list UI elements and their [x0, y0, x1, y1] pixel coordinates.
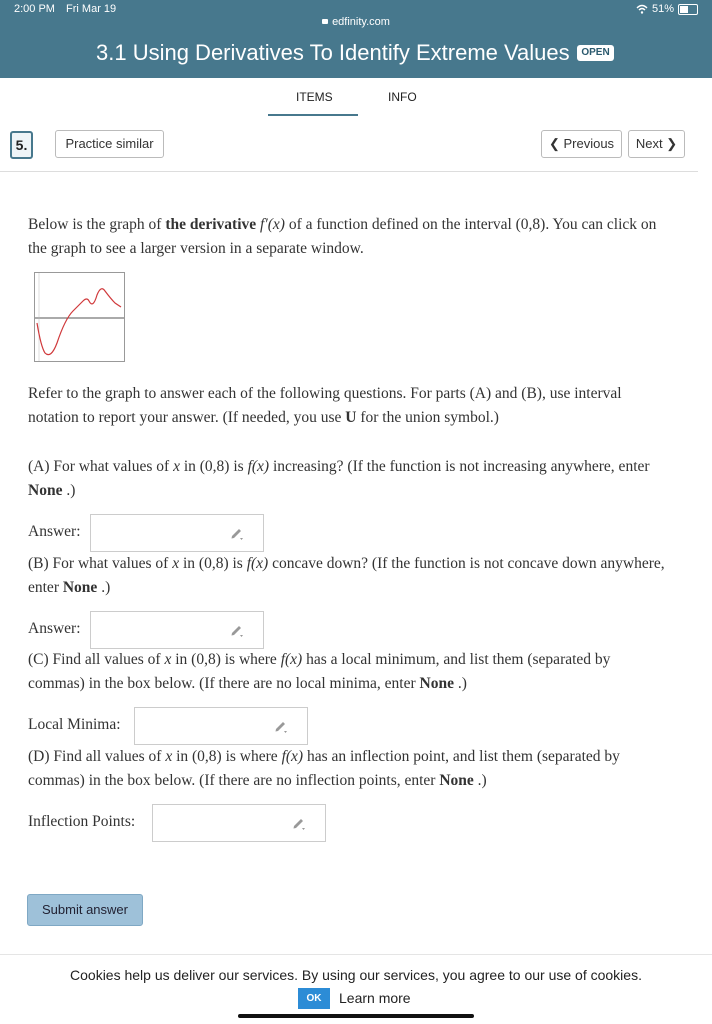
submit-answer-button[interactable]: Submit answer [27, 894, 143, 926]
derivative-graph [35, 273, 124, 361]
home-indicator[interactable] [238, 1014, 474, 1018]
pencil-icon[interactable] [291, 815, 307, 831]
tab-bar [268, 88, 448, 116]
status-date: Fri Mar 19 [66, 3, 117, 15]
qd-f: f(x) [281, 748, 304, 765]
page-title: 3.1 Using Derivatives To Identify Extreme Values [96, 40, 570, 65]
top-bar [0, 0, 712, 78]
qc-text-d: .) [453, 675, 467, 692]
open-badge: OPEN [577, 45, 614, 61]
battery-percent: 51% [651, 3, 674, 15]
tab-info[interactable]: INFO [388, 90, 417, 104]
inflection-points-input[interactable] [152, 804, 326, 842]
qa-text-a: (A) For what values of [28, 458, 174, 475]
qb-x: x [172, 555, 180, 572]
divider [0, 171, 698, 172]
qd-text-c: has an inflection point, and list them (separated by commas) in the box below. (If there are no inflection points, enter [28, 748, 620, 789]
next-label: Next [635, 136, 663, 151]
qd-x: x [165, 748, 173, 765]
qc-text-c: has a local minimum, and list them (separated by commas) in the box below. (If there are no local minima, enter [28, 651, 611, 692]
next-button[interactable] [628, 130, 685, 158]
status-time: 2:00 PM [14, 3, 55, 15]
active-tab-indicator [268, 114, 358, 116]
chevron-left-icon: ❮ [548, 136, 560, 151]
qc-none: None [419, 675, 454, 692]
qb-f: f(x) [246, 555, 269, 572]
practice-similar-button[interactable]: Practice similar [55, 130, 164, 158]
qd-text-d: .) [473, 772, 487, 789]
qa-none: None [28, 482, 63, 499]
learn-more-link[interactable]: Learn more [339, 990, 411, 1006]
qb-text-c: concave down? (If the function is not concave down anywhere, enter [28, 555, 665, 596]
intro-bold: the derivative [165, 216, 257, 233]
question-a [28, 455, 668, 503]
qb-text-d: .) [97, 579, 111, 596]
cookie-message: Cookies help us deliver our services. By using our services, you agree to our use of cookies. [70, 967, 642, 983]
question-number: 5. [10, 131, 33, 159]
chevron-right-icon: ❯ [666, 136, 678, 151]
inflection-points-label: Inflection Points: [28, 813, 136, 830]
qc-f: f(x) [280, 651, 303, 668]
pencil-icon[interactable] [273, 718, 289, 734]
previous-button[interactable] [541, 130, 622, 158]
refer-text-b: for the union symbol.) [356, 409, 499, 426]
intro-text-a: Below is the graph of [28, 216, 166, 233]
answer-b-input[interactable] [90, 611, 264, 649]
local-minima-label: Local Minima: [28, 716, 121, 733]
battery-icon [678, 4, 698, 15]
qd-text-a: (D) Find all values of [28, 748, 166, 765]
refer-union: U [345, 409, 357, 426]
question-b [28, 552, 668, 600]
status-bar-right [636, 3, 698, 15]
derivative-curve [37, 289, 121, 355]
qc-text-a: (C) Find all values of [28, 651, 165, 668]
url-text: edfinity.com [332, 16, 390, 28]
qa-text-b: in (0,8) is [179, 458, 248, 475]
cookie-ok-button[interactable]: OK [298, 988, 330, 1009]
local-minima-input[interactable] [134, 707, 308, 745]
qc-x: x [164, 651, 172, 668]
derivative-graph-thumbnail[interactable] [34, 272, 125, 362]
qc-text-b: in (0,8) is where [171, 651, 281, 668]
lock-icon [322, 19, 328, 24]
refer-paragraph [28, 382, 668, 430]
qa-text-d: .) [62, 482, 76, 499]
qd-none: None [439, 772, 474, 789]
wifi-icon [636, 4, 648, 14]
answer-a-input[interactable] [90, 514, 264, 552]
pencil-icon[interactable] [229, 525, 245, 541]
intro-text-d: of a function defined on the interval (0,8). You can click on the graph to see a larger version in a separate window. [28, 216, 657, 257]
answer-b-label: Answer: [28, 620, 81, 637]
qa-f: f(x) [247, 458, 270, 475]
pencil-icon[interactable] [229, 622, 245, 638]
qb-text-a: (B) For what values of [28, 555, 173, 572]
previous-label: Previous [563, 136, 615, 151]
refer-text-a: Refer to the graph to answer each of the following questions. For parts (A) and (B), use interval notation to report your answer. (If needed, you use [28, 385, 622, 426]
qa-x: x [173, 458, 180, 475]
divider [0, 954, 712, 955]
status-bar-left [14, 3, 116, 15]
qb-text-b: in (0,8) is [179, 555, 247, 572]
intro-math: f′(x) [256, 216, 285, 233]
question-d [28, 745, 668, 793]
tab-items[interactable]: ITEMS [296, 90, 333, 104]
qb-none: None [62, 579, 98, 596]
question-c [28, 648, 668, 696]
answer-a-label: Answer: [28, 523, 81, 540]
url-bar[interactable] [0, 16, 712, 28]
intro-paragraph [28, 213, 668, 261]
qd-text-b: in (0,8) is where [172, 748, 282, 765]
qa-text-c: increasing? (If the function is not increasing anywhere, enter [269, 458, 650, 475]
